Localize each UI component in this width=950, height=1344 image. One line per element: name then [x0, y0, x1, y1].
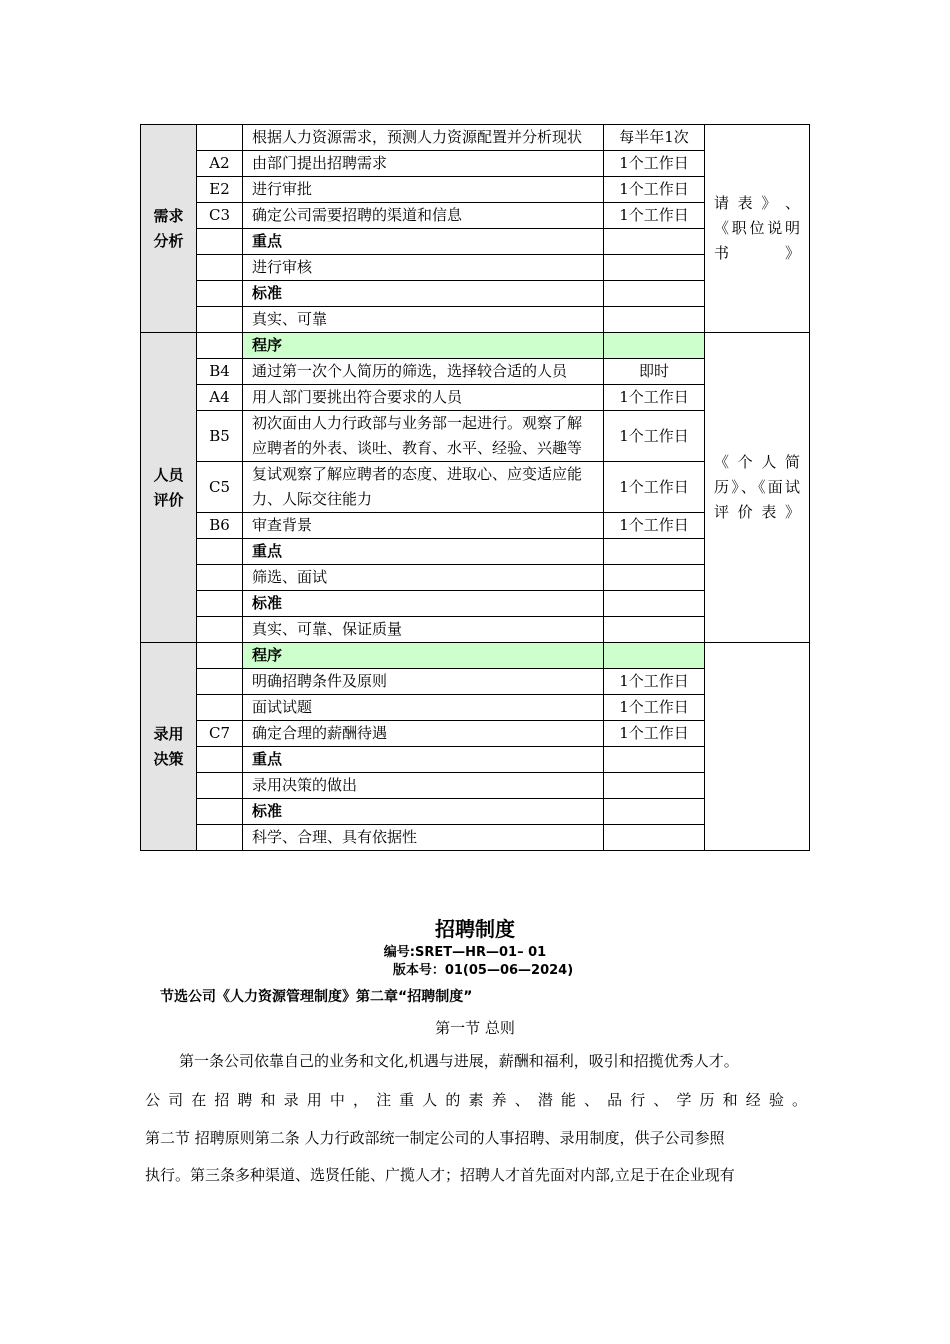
code-cell: C5: [197, 462, 243, 513]
code-cell: [197, 539, 243, 565]
code-cell: C3: [197, 203, 243, 229]
time-cell: [604, 539, 705, 565]
stage-cell: 录用 决策: [141, 643, 197, 851]
code-cell: [197, 125, 243, 151]
paragraph: 第一条公司依靠自己的业务和文化,机遇与进展，薪酬和福利，吸引和招揽优秀人才。: [179, 1052, 739, 1070]
stage-cell: 需求 分析: [141, 125, 197, 333]
step-cell: 确定合理的薪酬待遇: [243, 721, 604, 747]
step-cell: 录用决策的做出: [243, 773, 604, 799]
time-cell: [604, 565, 705, 591]
section-heading: 第一节 总则: [435, 1019, 515, 1037]
time-cell: 1个工作日: [604, 385, 705, 411]
step-cell: 由部门提出招聘需求: [243, 151, 604, 177]
step-cell: 标准: [243, 799, 604, 825]
table-row: [141, 643, 810, 669]
paragraph: 公司在招聘和录用中，注重人的素养、潜能、品行、学历和经验。: [145, 1091, 807, 1109]
step-cell: 审查背景: [243, 513, 604, 539]
code-cell: [197, 773, 243, 799]
time-cell: [604, 255, 705, 281]
code-cell: [197, 255, 243, 281]
time-cell: [604, 799, 705, 825]
step-cell: 程序: [243, 333, 604, 359]
time-cell: [604, 773, 705, 799]
time-cell: 即时: [604, 359, 705, 385]
time-cell: 每半年1次: [604, 125, 705, 151]
code-cell: C7: [197, 721, 243, 747]
documents-cell: 《 个 人 简 历》、《面试评价表》: [705, 333, 810, 643]
time-cell: [604, 591, 705, 617]
time-cell: 1个工作日: [604, 177, 705, 203]
code-cell: [197, 591, 243, 617]
step-cell: 确定公司需要招聘的渠道和信息: [243, 203, 604, 229]
document-number: 编号:SRET—HR—01– 01: [383, 945, 547, 960]
step-cell: 用人部门要挑出符合要求的人员: [243, 385, 604, 411]
code-cell: [197, 281, 243, 307]
step-cell: 重点: [243, 229, 604, 255]
time-cell: 1个工作日: [604, 721, 705, 747]
step-cell: 复试观察了解应聘者的态度、进取心、应变适应能力、人际交往能力: [243, 462, 604, 513]
code-cell: [197, 333, 243, 359]
documents-cell: [705, 643, 810, 851]
code-cell: [197, 643, 243, 669]
step-cell: 筛选、面试: [243, 565, 604, 591]
version-number: 版本号：01(05—06—2024): [392, 963, 574, 978]
time-cell: [604, 747, 705, 773]
code-cell: E2: [197, 177, 243, 203]
table-row: [141, 125, 810, 151]
time-cell: [604, 643, 705, 669]
step-cell: 通过第一次个人简历的筛选，选择较合适的人员: [243, 359, 604, 385]
step-cell: 重点: [243, 539, 604, 565]
code-cell: [197, 825, 243, 851]
time-cell: 1个工作日: [604, 669, 705, 695]
code-cell: [197, 565, 243, 591]
code-cell: A2: [197, 151, 243, 177]
time-cell: 1个工作日: [604, 411, 705, 462]
time-cell: 1个工作日: [604, 462, 705, 513]
step-cell: 标准: [243, 591, 604, 617]
code-cell: [197, 695, 243, 721]
step-cell: 标准: [243, 281, 604, 307]
step-cell: 明确招聘条件及原则: [243, 669, 604, 695]
step-cell: 重点: [243, 747, 604, 773]
time-cell: [604, 307, 705, 333]
time-cell: [604, 617, 705, 643]
step-cell: 进行审核: [243, 255, 604, 281]
documents-cell: 请 表 》 、《职位说明书》: [705, 125, 810, 333]
step-cell: 根据人力资源需求，预测人力资源配置并分析现状: [243, 125, 604, 151]
document-title: 招聘制度: [435, 917, 515, 941]
code-cell: [197, 617, 243, 643]
code-cell: A4: [197, 385, 243, 411]
time-cell: [604, 333, 705, 359]
table-row: [141, 333, 810, 359]
code-cell: [197, 307, 243, 333]
time-cell: [604, 825, 705, 851]
code-cell: [197, 799, 243, 825]
paragraph: 第二节 招聘原则第二条 人力行政部统一制定公司的人事招聘、录用制度，供子公司参照: [145, 1129, 725, 1147]
recruitment-process-table: [140, 124, 810, 851]
step-cell: 初次面由人力行政部与业务部一起进行。观察了解应聘者的外表、谈吐、教育、水平、经验、兴趣等: [243, 411, 604, 462]
code-cell: B5: [197, 411, 243, 462]
step-cell: 面试试题: [243, 695, 604, 721]
step-cell: 程序: [243, 643, 604, 669]
paragraph: 执行。第三条多种渠道、选贤任能、广揽人才；招聘人才首先面对内部,立足于在企业现有: [145, 1166, 735, 1184]
time-cell: 1个工作日: [604, 203, 705, 229]
time-cell: 1个工作日: [604, 151, 705, 177]
code-cell: [197, 747, 243, 773]
code-cell: B4: [197, 359, 243, 385]
code-cell: [197, 669, 243, 695]
stage-cell: 人员 评价: [141, 333, 197, 643]
step-cell: 真实、可靠: [243, 307, 604, 333]
excerpt-note: 节选公司《人力资源管理制度》第二章“招聘制度”: [160, 989, 473, 1005]
time-cell: [604, 229, 705, 255]
step-cell: 科学、合理、具有依据性: [243, 825, 604, 851]
step-cell: 进行审批: [243, 177, 604, 203]
code-cell: [197, 229, 243, 255]
step-cell: 真实、可靠、保证质量: [243, 617, 604, 643]
code-cell: B6: [197, 513, 243, 539]
time-cell: [604, 281, 705, 307]
time-cell: 1个工作日: [604, 695, 705, 721]
time-cell: 1个工作日: [604, 513, 705, 539]
